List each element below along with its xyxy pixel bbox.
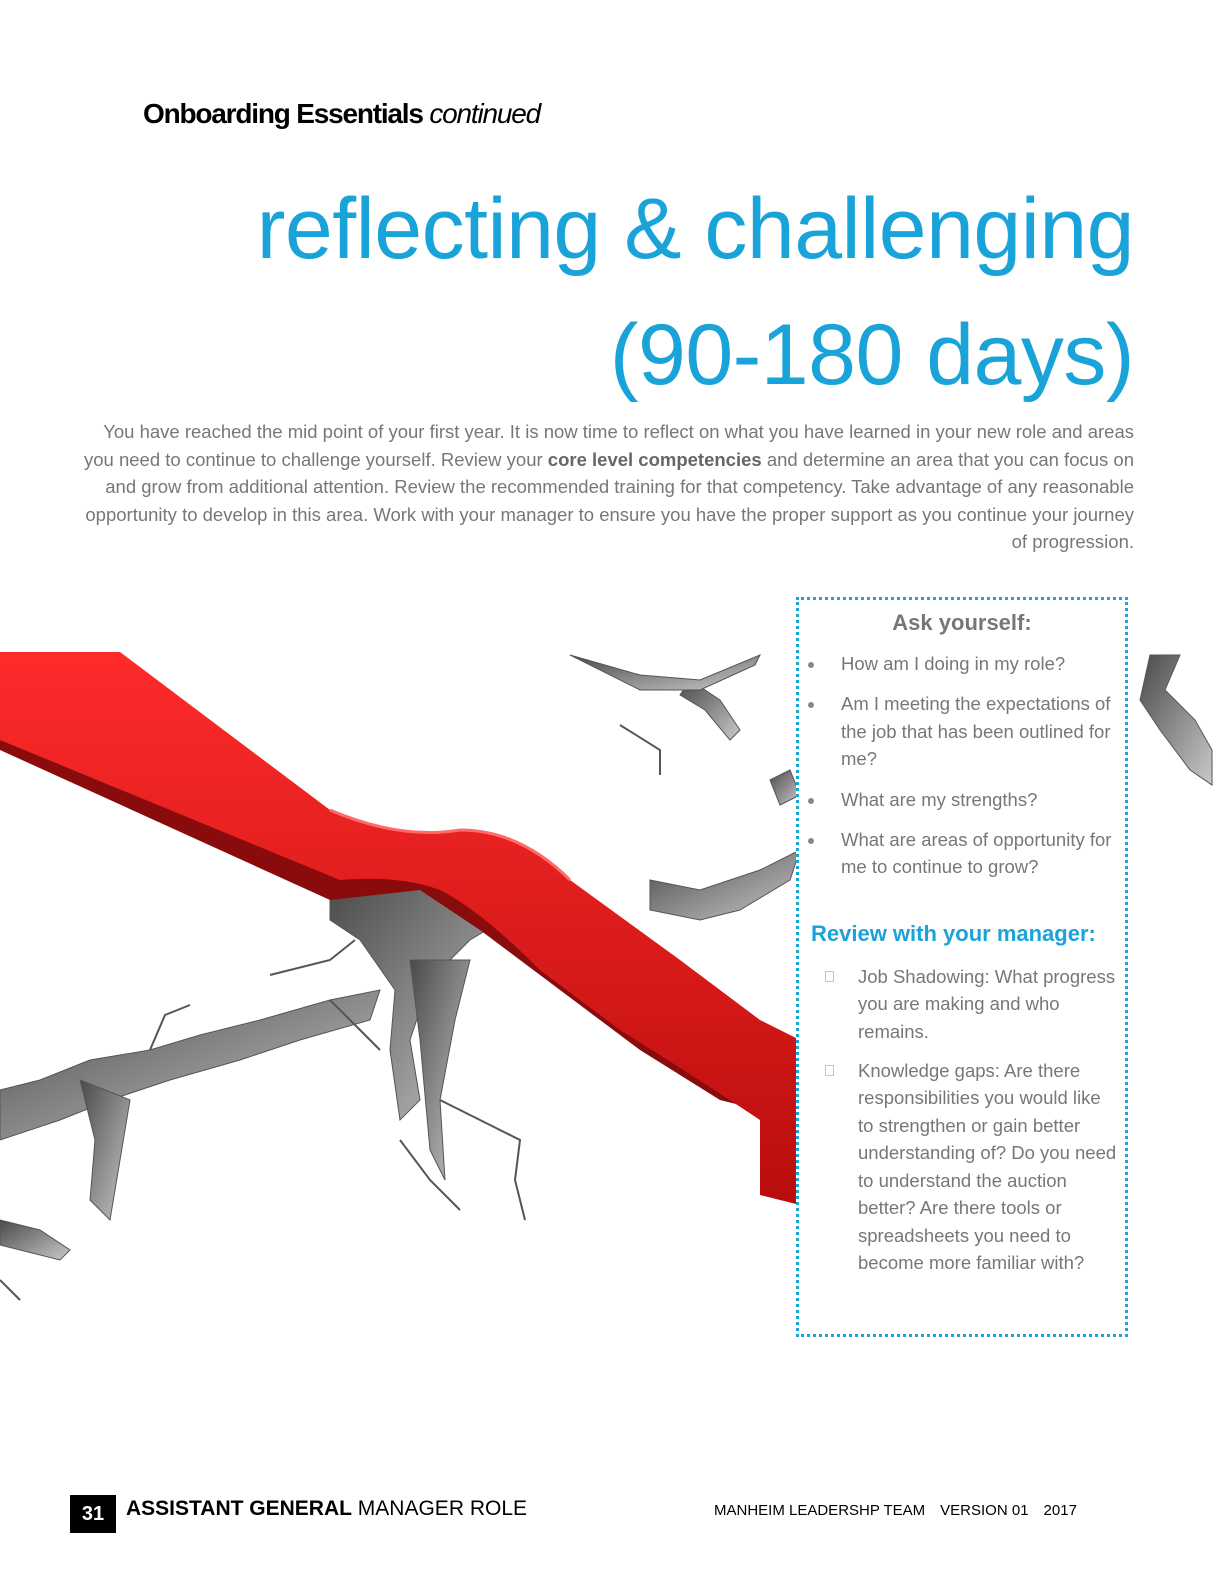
ask-item [799,650,1125,677]
review-item [799,1057,1125,1276]
bullet-icon [808,798,814,804]
ask-item [799,826,1125,881]
role-title [126,1497,527,1521]
footer-meta [714,1502,1092,1519]
review-item [799,963,1125,1045]
checkbox-icon [825,971,834,982]
section-header [143,98,540,130]
review-item-text: Job Shadowing: What progress you are making and who remains. [858,965,1116,1042]
role-title-bold: ASSISTANT GENERAL [126,1497,352,1520]
bullet-icon [808,662,814,668]
section-header-bold: Onboarding Essentials [143,98,423,129]
ask-item-text: How am I doing in my role? [841,653,1066,674]
page-title-line-1: reflecting & challenging [256,181,1134,277]
intro-paragraph [70,418,1134,556]
bullet-icon [808,702,814,708]
ask-item-text: What are areas of opportunity for me to continue to grow? [841,829,1112,878]
page-title-line-2: (90-180 days) [609,307,1134,403]
reflection-callout-box [796,597,1128,1337]
review-checklist [799,963,1125,1276]
page-number: 31 [70,1495,116,1533]
page-footer [70,1495,1130,1535]
ask-item [799,690,1125,772]
review-with-manager-heading: Review with your manager: [811,920,1096,946]
footer-version: VERSION 01 [940,1502,1029,1519]
intro-core-competencies: core level competencies [547,448,762,470]
section-header-continued: continued [429,98,540,129]
bullet-icon [808,838,814,844]
ask-item [799,786,1125,813]
review-item-text: Knowledge gaps: Are there responsibilities you would like to strengthen or gain better understanding of? Do you need to understand the auction better? Are there tools or spreadsheets you need to become more familiar with? [858,1060,1117,1273]
ask-yourself-list [799,650,1125,881]
ask-item-text: What are my strengths? [841,788,1038,810]
ask-item-text: Am I meeting the expectations of the job that has been outlined for me? [841,693,1111,770]
intro-text-before: You have reached the mid point of your first year. It is now time to reflect on what you have learned in your new role and areas you need to continue to challenge yourself. Review your [83,421,1134,470]
footer-org: MANHEIM LEADERSHP TEAM [714,1502,926,1519]
ask-yourself-heading: Ask yourself: [892,610,1032,635]
role-title-rest: MANAGER ROLE [351,1497,528,1520]
checkbox-icon [825,1065,834,1076]
page-title [134,166,1134,418]
intro-text-after: and determine an area that you can focus on and grow from additional attention. Review the recommended training for that competency. Take advantage of any reasonable opportunity to develop in this area. Work with your manager to ensure you have the proper support as you continue your journey of progression. [85,448,1134,553]
footer-year: 2017 [1043,1502,1077,1519]
